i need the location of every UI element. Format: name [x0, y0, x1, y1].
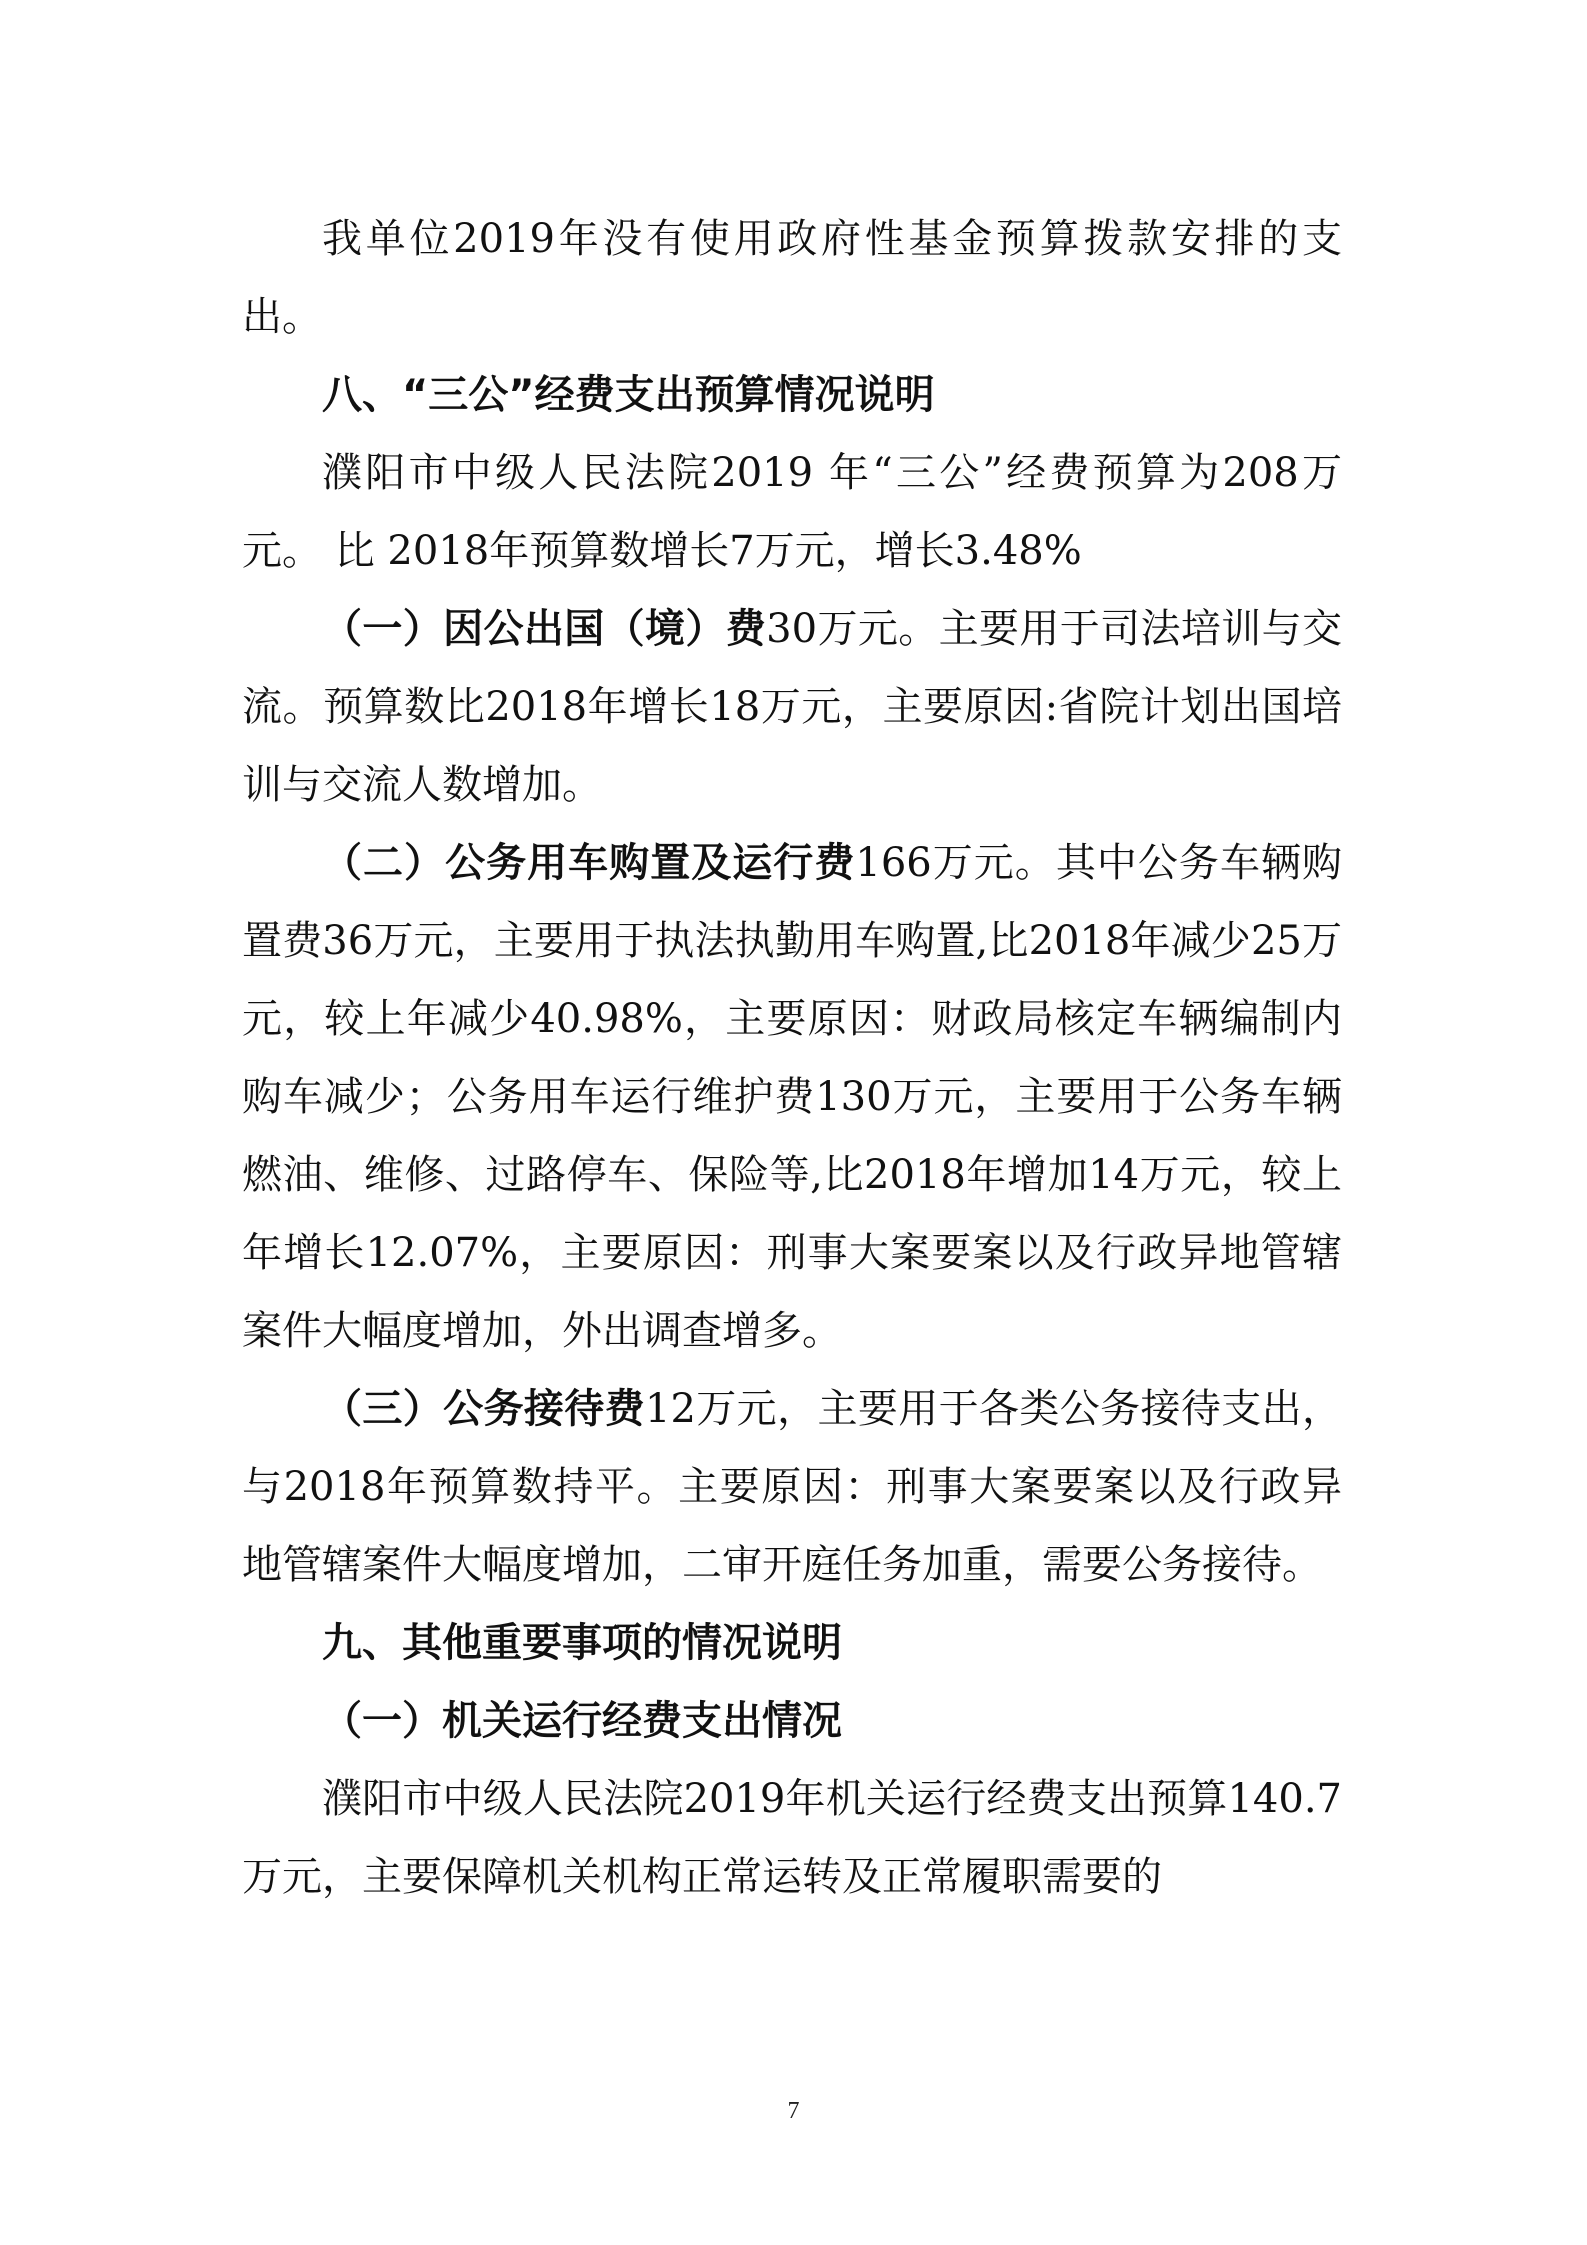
vehicles-text: 166万元。其中公务车辆购置费36万元，主要用于执法执勤用车购置,比2018年减少25万元，较上年减少40.98%，主要原因：财政局核定车辆编制内购车减少；公务用车运行维护费130万元，主要用于公务车辆燃油、维修、过路停车、保险等,比2018年增加14万元，较上年增长12.07%，主要原因：刑事大案要案以及行政异地管辖案件大幅度增加，外出调查增多。 — [242, 840, 1343, 1354]
paragraph-reception — [242, 1370, 1342, 1604]
document-page — [242, 200, 1342, 1916]
heading-section-9-1: （一）机关运行经费支出情况 — [322, 1698, 842, 1744]
paragraph-govfund: 我单位2019年没有使用政府性基金预算拨款安排的支出。 — [242, 216, 1342, 340]
paragraph-sangong-total: 濮阳市中级人民法院2019 年“三公”经费预算为208万元。 比 2018年预算数增长7万元，增长3.48% — [242, 450, 1342, 574]
paragraph-vehicles — [242, 824, 1342, 1370]
page-number: 7 — [787, 2098, 800, 2124]
paragraph-abroad — [242, 590, 1342, 824]
heading-section-9: 九、其他重要事项的情况说明 — [322, 1620, 842, 1666]
reception-label: （三）公务接待费 — [322, 1386, 646, 1432]
reception-text: 12万元，主要用于各类公务接待支出，与2018年预算数持平。主要原因：刑事大案要案以及行政异地管辖案件大幅度增加，二审开庭任务加重，需要公务接待。 — [242, 1386, 1342, 1588]
heading-section-8: 八、“三公”经费支出预算情况说明 — [322, 372, 935, 418]
vehicles-label: （二）公务用车购置及运行费 — [322, 840, 856, 886]
paragraph-operating-costs: 濮阳市中级人民法院2019年机关运行经费支出预算140.7万元，主要保障机关机构正常运转及正常履职需要的 — [242, 1776, 1342, 1900]
abroad-text: 30万元。主要用于司法培训与交流。预算数比2018年增长18万元，主要原因:省院计划出国培训与交流人数增加。 — [242, 606, 1342, 808]
abroad-label: （一）因公出国（境）费 — [322, 606, 767, 652]
